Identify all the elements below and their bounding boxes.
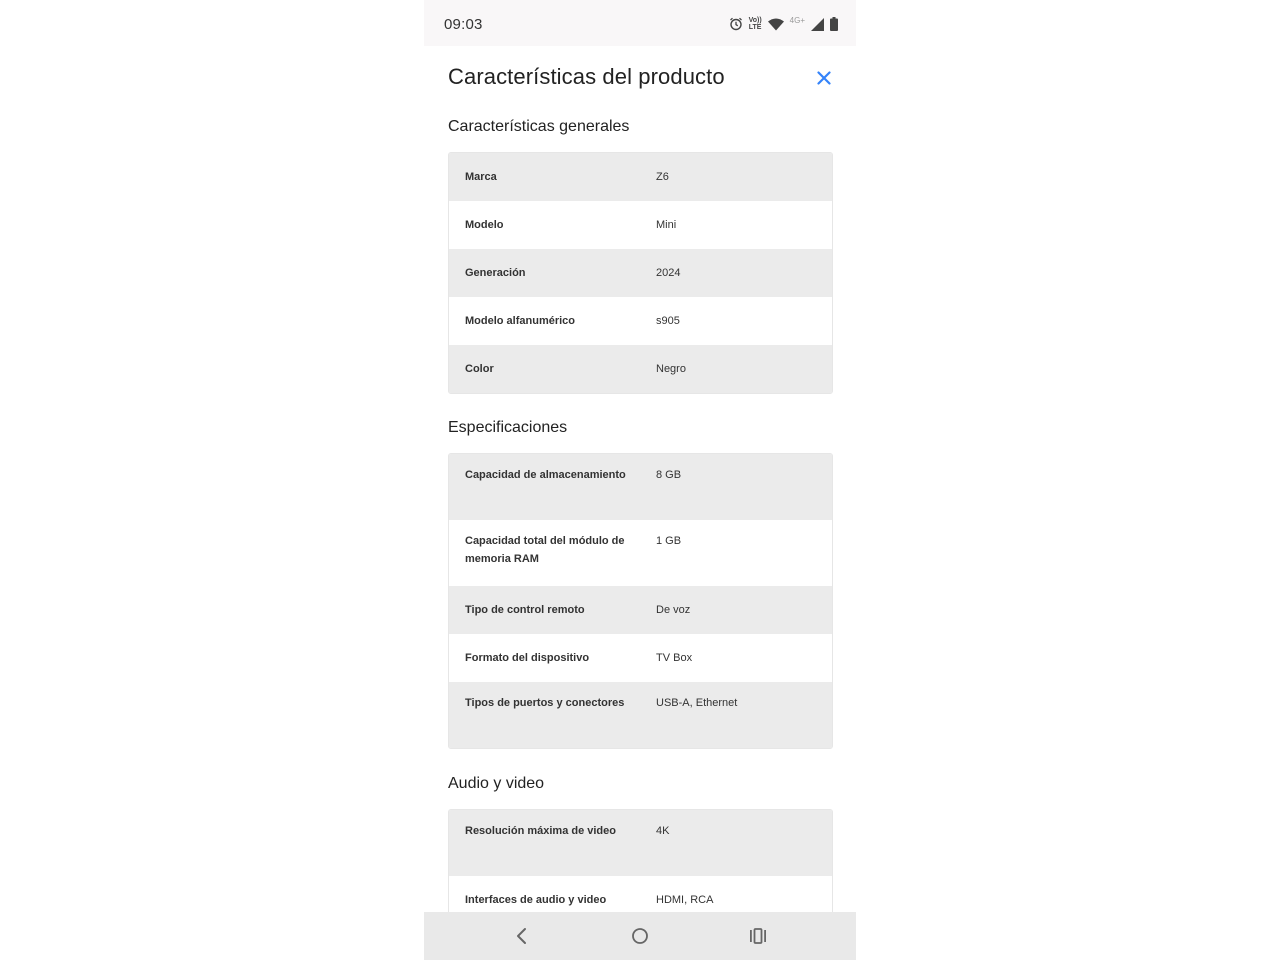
battery-icon <box>830 17 838 31</box>
spec-table-audio-video <box>448 809 833 912</box>
spec-label: Interfaces de audio y video <box>465 894 607 906</box>
page-title: Características del producto <box>448 64 725 89</box>
close-icon <box>817 71 831 85</box>
section-title-specs: Especificaciones <box>448 419 568 436</box>
spec-row <box>449 345 832 393</box>
section-title-audio-video: Audio y video <box>448 775 545 792</box>
spec-label: Modelo alfanumérico <box>465 315 576 327</box>
spec-label: Tipos de puertos y conectores <box>465 697 625 709</box>
spec-table-specs <box>448 453 833 749</box>
wifi-icon <box>768 18 784 31</box>
spec-row <box>449 454 832 520</box>
home-icon <box>631 927 649 945</box>
spec-value: USB-A, Ethernet <box>656 697 738 709</box>
signal-icon <box>811 18 824 31</box>
spec-row <box>449 201 832 249</box>
spec-label: Capacidad de almacenamiento <box>465 469 626 481</box>
back-button[interactable] <box>510 924 534 948</box>
spec-value: TV Box <box>656 652 693 664</box>
system-nav-bar <box>424 912 856 960</box>
spec-row <box>449 810 832 876</box>
recents-icon <box>749 928 767 944</box>
spec-value: De voz <box>656 604 691 616</box>
spec-row <box>449 634 832 682</box>
spec-value: Negro <box>656 363 686 375</box>
spec-value: Z6 <box>656 171 669 183</box>
spec-row <box>449 586 832 634</box>
spec-label: Capacidad total del módulo de memoria RAM <box>465 535 625 565</box>
recents-button[interactable] <box>746 924 770 948</box>
phone-screen <box>424 0 856 960</box>
lte-label: LTE <box>748 24 762 31</box>
spec-value: 8 GB <box>656 469 682 481</box>
status-bar <box>424 0 856 46</box>
spec-row <box>449 153 832 201</box>
spec-table-general <box>448 152 833 394</box>
volte-icon <box>749 17 762 31</box>
spec-label: Modelo <box>465 219 504 231</box>
spec-value: Mini <box>656 219 677 231</box>
spec-label: Generación <box>465 267 526 279</box>
network-type: 4G+ <box>789 15 805 25</box>
spec-value: HDMI, RCA <box>656 894 714 906</box>
spec-value: 4K <box>656 825 670 837</box>
spec-row <box>449 682 832 748</box>
spec-label: Formato del dispositivo <box>465 652 590 664</box>
section-title-general: Características generales <box>448 118 630 135</box>
spec-label: Color <box>465 363 494 375</box>
spec-label: Resolución máxima de video <box>465 825 616 837</box>
alarm-icon <box>729 17 743 31</box>
spec-row <box>449 297 832 345</box>
characteristics-modal <box>424 46 856 912</box>
spec-row <box>449 520 832 586</box>
spec-label: Tipo de control remoto <box>465 604 585 616</box>
spec-row <box>449 249 832 297</box>
status-icons <box>729 15 838 33</box>
back-icon <box>515 927 529 945</box>
spec-row <box>449 876 832 912</box>
spec-value: s905 <box>656 315 680 327</box>
spec-value: 1 GB <box>656 535 682 547</box>
spec-label: Marca <box>465 171 497 183</box>
volte-label: Vo)) <box>748 17 762 24</box>
spec-value: 2024 <box>656 267 681 279</box>
status-time: 09:03 <box>444 16 483 33</box>
close-button[interactable] <box>812 66 836 90</box>
home-button[interactable] <box>628 924 652 948</box>
